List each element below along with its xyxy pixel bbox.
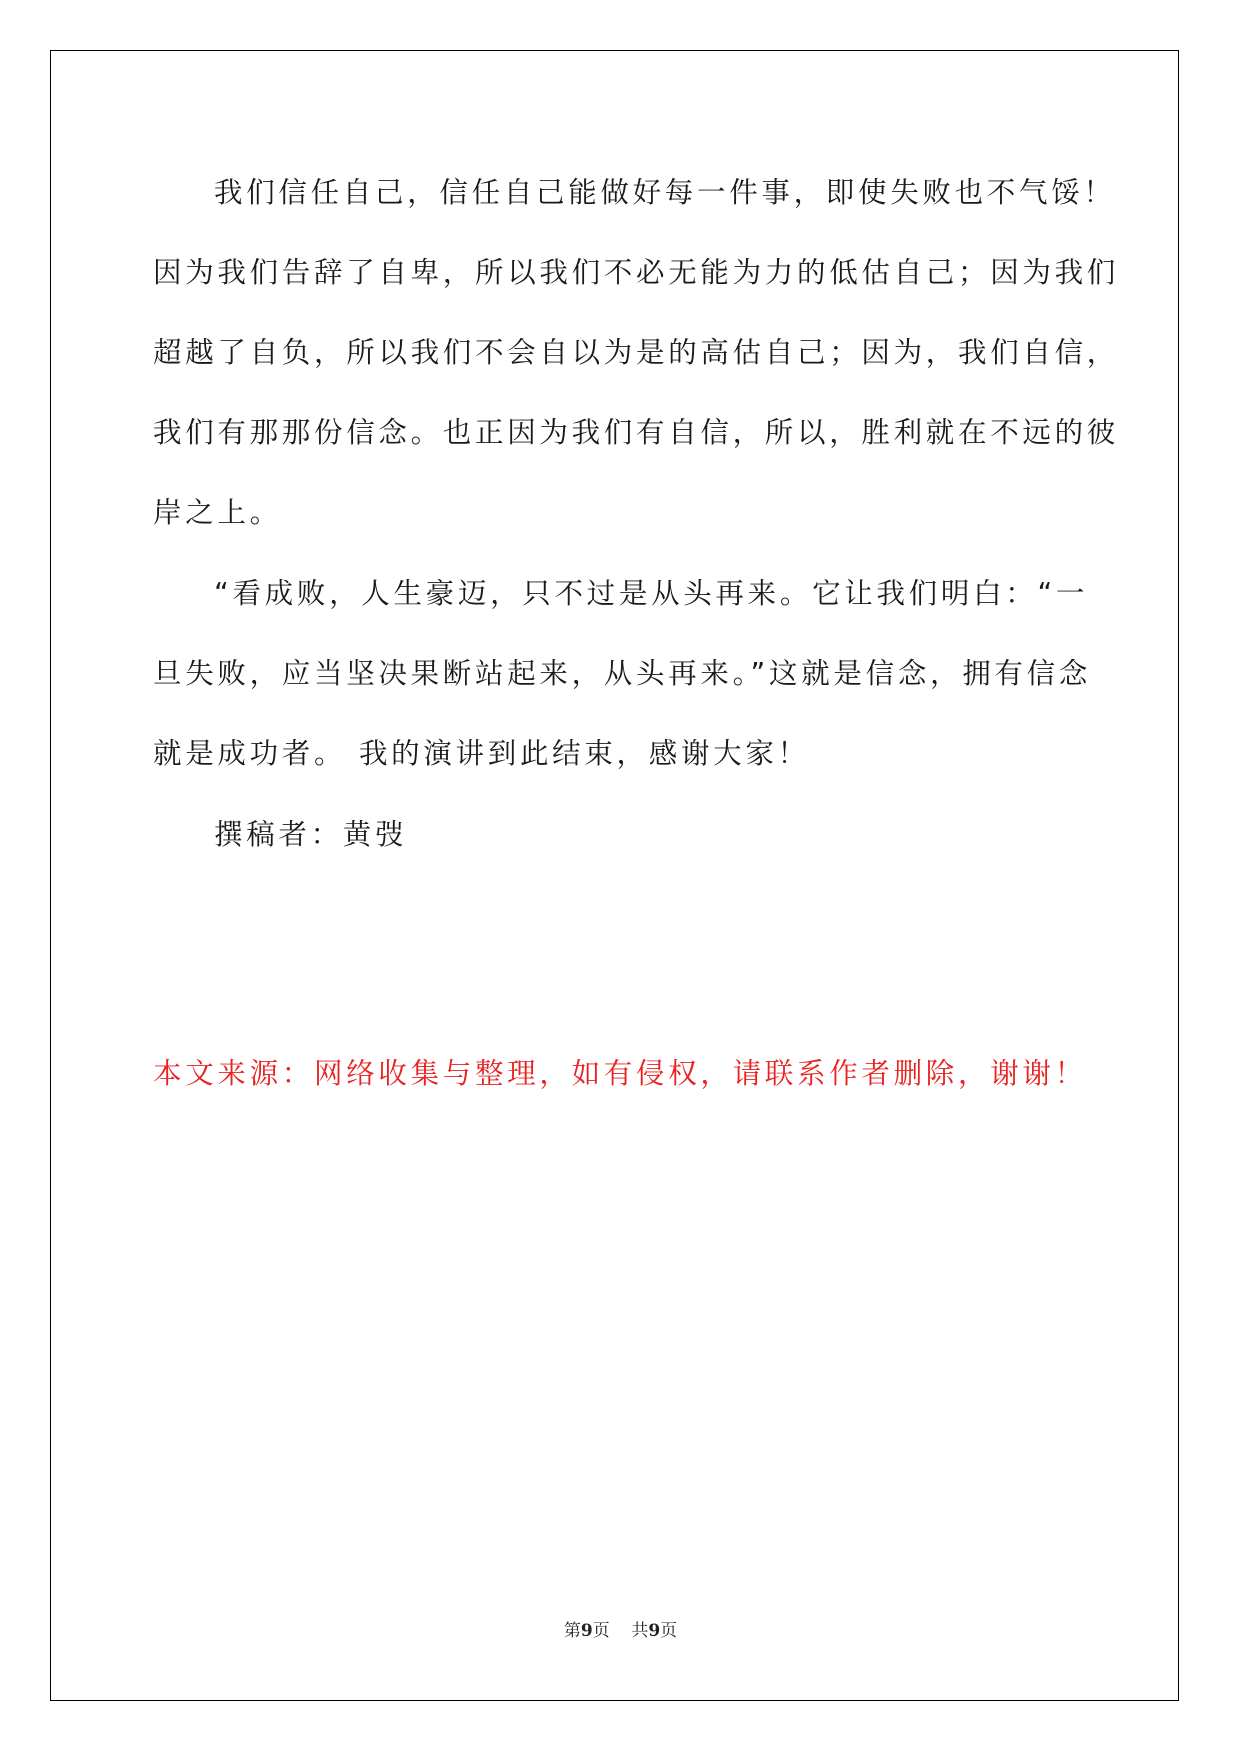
- source-notice: 本文来源：网络收集与整理，如有侵权，请联系作者删除，谢谢！: [153, 1057, 1087, 1090]
- page-border: [50, 50, 1179, 1701]
- paragraph-2-line-2: 旦失败，应当坚决果断站起来，从头再来。”这就是信念，拥有信念: [153, 657, 1092, 690]
- paragraph-1-line-3: 超越了自负，所以我们不会自以为是的高估自己；因为，我们自信，: [153, 336, 1120, 369]
- footer-total-pages: 9: [648, 1621, 661, 1641]
- paragraph-2-line-3: 就是成功者。 我的演讲到此结束，感谢大家！: [153, 737, 810, 770]
- footer-page-prefix: 第: [563, 1621, 581, 1641]
- paragraph-1-line-5: 岸之上。: [153, 496, 282, 529]
- footer-page-suffix: 页: [592, 1621, 610, 1641]
- paragraph-1-line-2: 因为我们告辞了自卑，所以我们不必无能为力的低估自己；因为我们: [153, 256, 1120, 289]
- paragraph-1-line-4: 我们有那那份信念。也正因为我们有自信，所以，胜利就在不远的彼: [153, 416, 1120, 449]
- footer-total-suffix: 页: [660, 1621, 678, 1641]
- footer-page-number: 9: [580, 1621, 593, 1641]
- author-line: 撰稿者：黄弢: [214, 818, 408, 851]
- paragraph-2-line-1: “看成败，人生豪迈，只不过是从头再来。它让我们明白：“一: [214, 577, 1089, 610]
- page-footer: [0, 1616, 1241, 1641]
- footer-total-prefix: 共: [631, 1621, 649, 1641]
- paragraph-1-line-1: 我们信任自己，信任自己能做好每一件事，即使失败也不气馁！: [214, 176, 1116, 209]
